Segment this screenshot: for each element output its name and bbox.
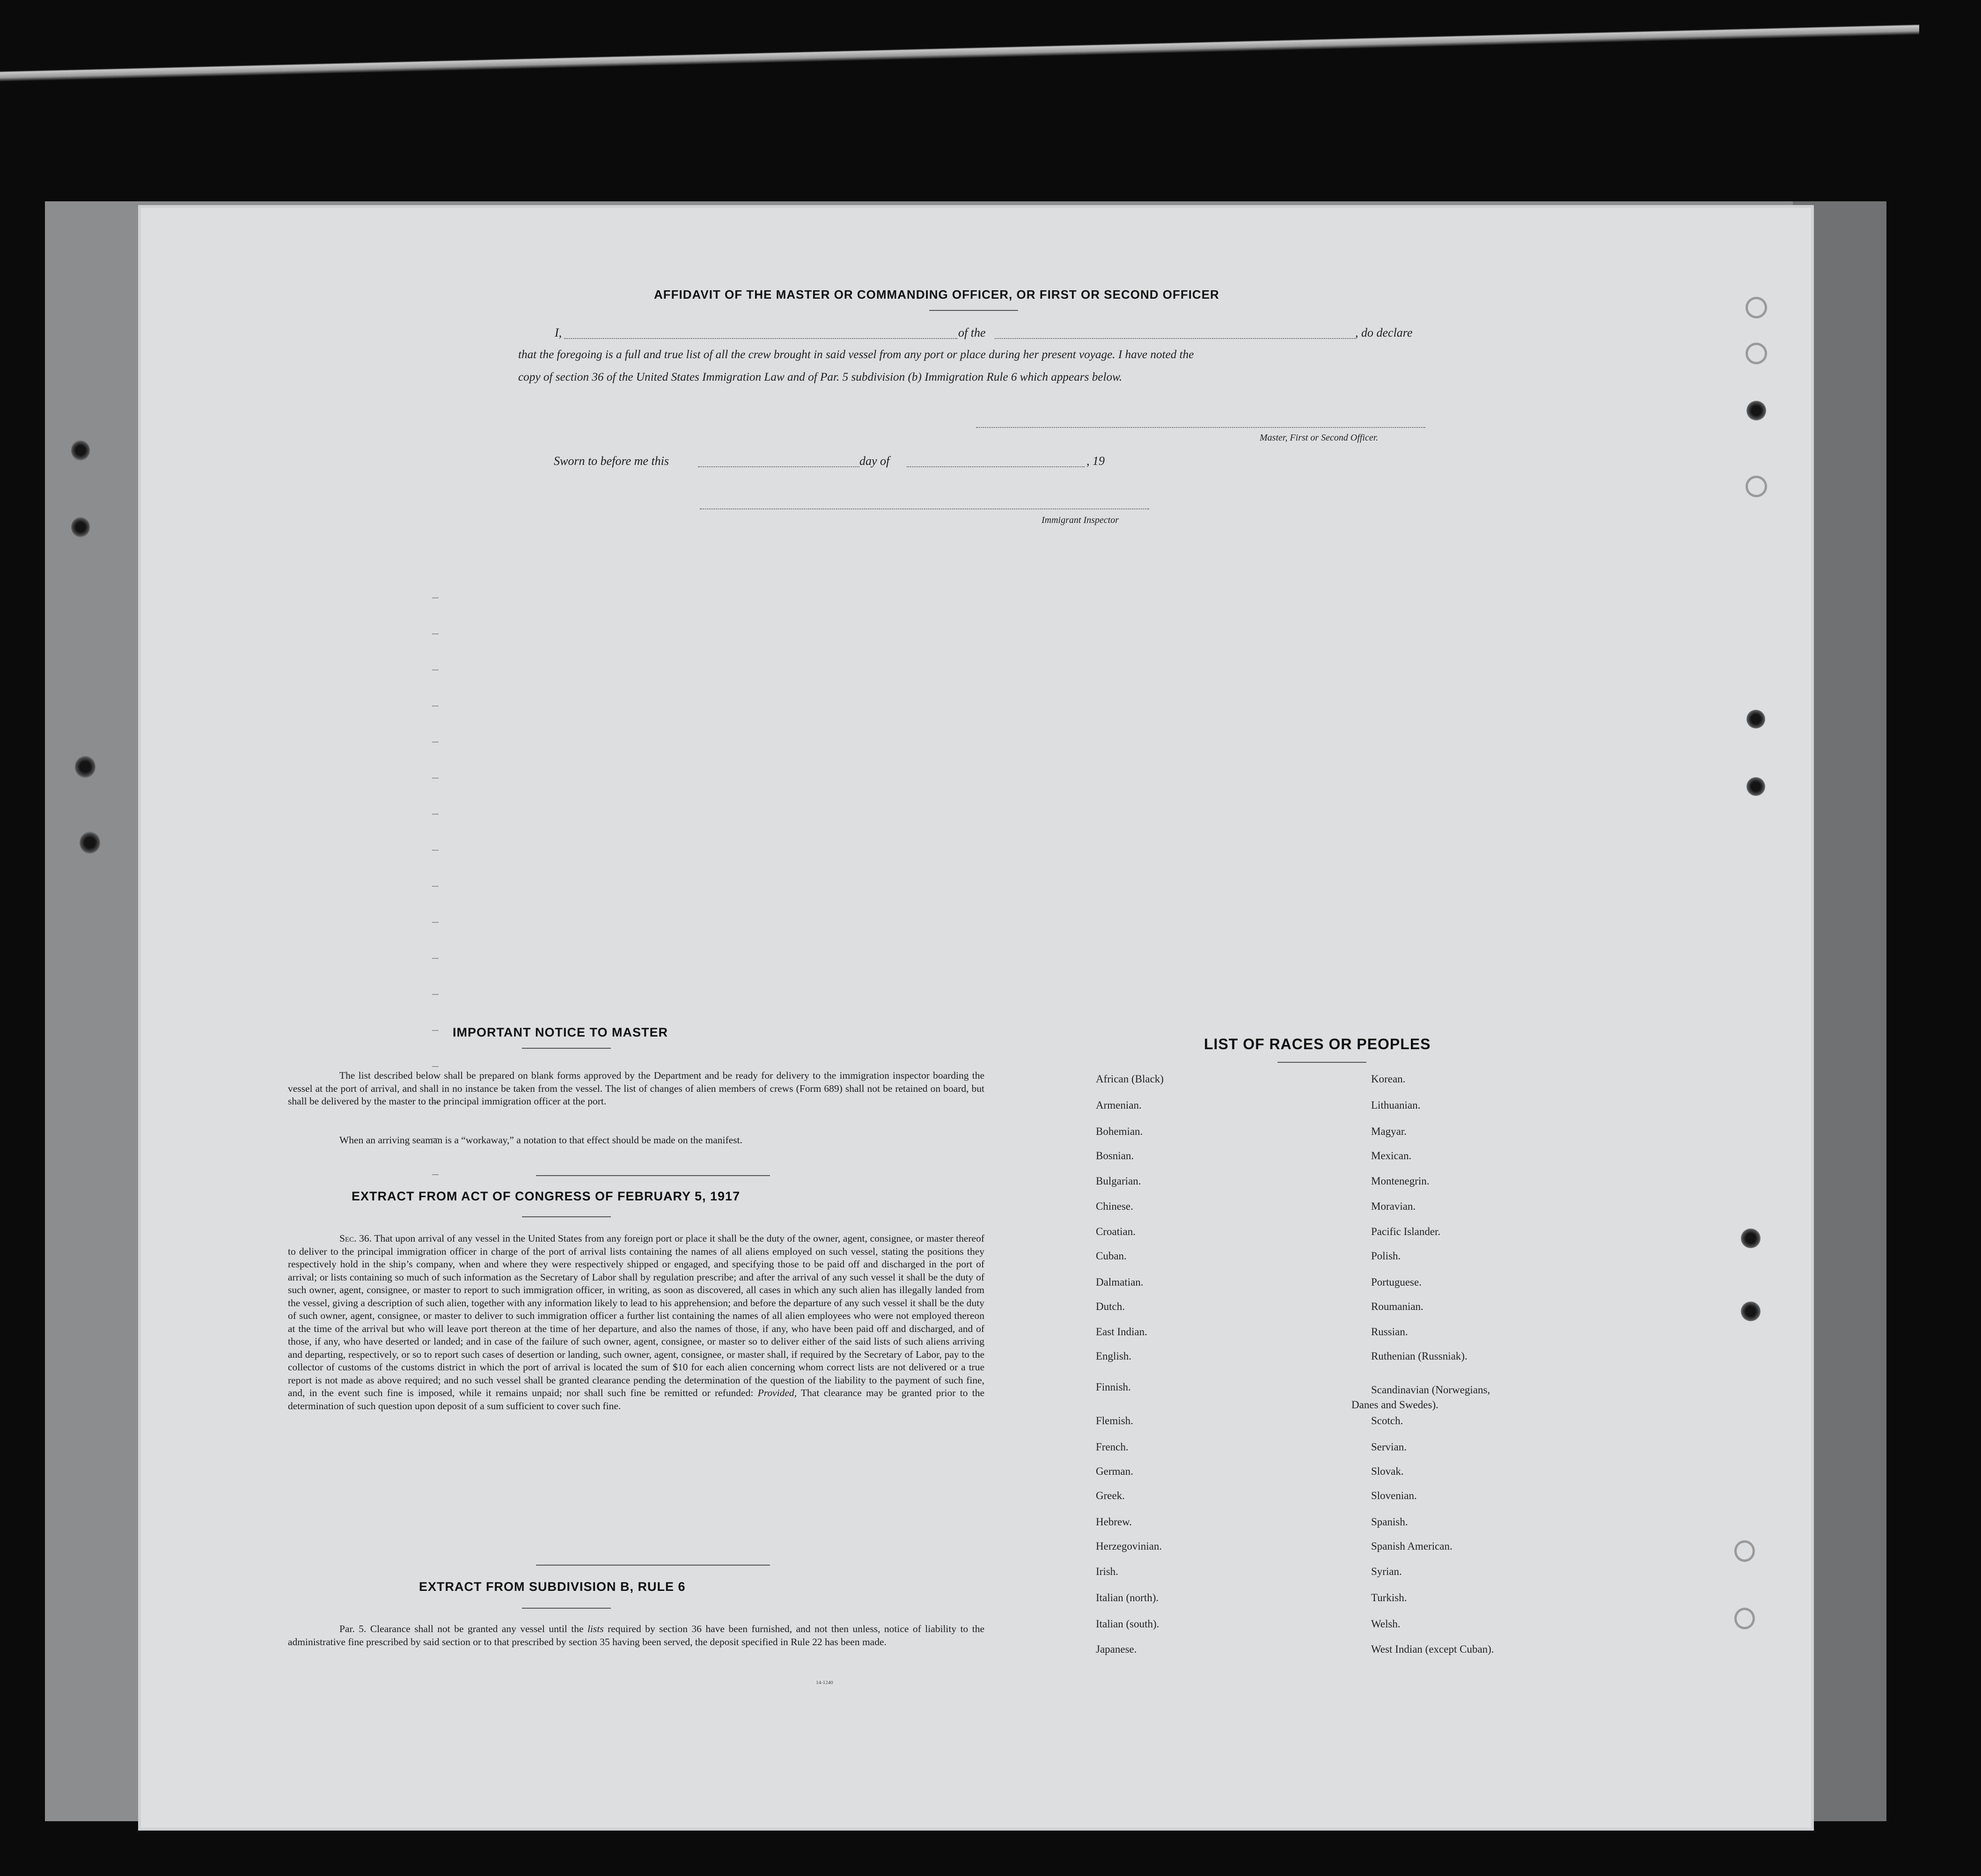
race-item: Herzegovinian.: [1096, 1540, 1162, 1552]
sworn-day-label: day of: [859, 454, 890, 468]
declare-label: , do declare: [1355, 326, 1413, 339]
sworn-month-field[interactable]: [907, 466, 1085, 467]
form-page: [138, 205, 1814, 1831]
race-item: English.: [1096, 1350, 1132, 1362]
sworn-year-label: , 19: [1086, 454, 1105, 468]
margin-mark: [432, 742, 439, 743]
race-item: Italian (north).: [1096, 1592, 1159, 1604]
section-divider: [536, 1175, 770, 1176]
race-item: Bohemian.: [1096, 1126, 1143, 1137]
race-item: Italian (south).: [1096, 1618, 1159, 1630]
vessel-name-field[interactable]: [995, 338, 1355, 339]
races-title: LIST OF RACES OR PEOPLES: [1204, 1036, 1431, 1052]
race-item: Mexican.: [1371, 1150, 1412, 1162]
race-item: Chinese.: [1096, 1200, 1133, 1212]
margin-mark: [432, 958, 439, 959]
race-item: Croatian.: [1096, 1226, 1136, 1237]
race-item: Welsh.: [1371, 1618, 1401, 1630]
punch-hole-icon: [1746, 401, 1766, 420]
act-underline: [522, 1216, 611, 1217]
margin-mark: [432, 597, 439, 598]
race-item: Magyar.: [1371, 1126, 1407, 1137]
margin-mark: [432, 850, 439, 851]
punch-hole-icon: [71, 440, 90, 461]
rule6-title: EXTRACT FROM SUBDIVISION B, RULE 6: [419, 1580, 686, 1594]
punch-hole-icon: [1746, 297, 1767, 318]
race-item: Scandinavian (Norwegians,: [1371, 1384, 1490, 1396]
punch-hole-icon: [1746, 343, 1767, 364]
race-item: Spanish.: [1371, 1516, 1408, 1528]
section-divider: [536, 1565, 770, 1566]
punch-hole-icon: [1734, 1608, 1755, 1629]
race-item: Greek.: [1096, 1490, 1125, 1501]
punch-hole-icon: [71, 517, 90, 537]
race-item: Slovak.: [1371, 1465, 1404, 1477]
margin-mark: [432, 633, 439, 634]
affidavit-statement-line2: that the foregoing is a full and true list of all the crew brought in said vessel from any port or place during her present voyage. I have noted the: [518, 348, 1194, 361]
punch-hole-icon: [1746, 476, 1767, 497]
margin-mark: [432, 1066, 439, 1067]
affidavit-title: AFFIDAVIT OF THE MASTER OR COMMANDING OFFICER, OR FIRST OR SECOND OFFICER: [654, 287, 1219, 302]
declarant-name-field[interactable]: [564, 338, 957, 339]
race-item: Finnish.: [1096, 1381, 1131, 1393]
punch-hole-icon: [1741, 1302, 1761, 1321]
race-item: East Indian.: [1096, 1326, 1147, 1338]
top-paper-scrap: [0, 8, 1919, 93]
race-item: Lithuanian.: [1371, 1099, 1421, 1111]
race-item: Roumanian.: [1371, 1301, 1423, 1312]
race-item: Russian.: [1371, 1326, 1408, 1338]
margin-mark: [432, 1174, 439, 1175]
race-item: Bosnian.: [1096, 1150, 1134, 1162]
race-item: Pacific Islander.: [1371, 1226, 1441, 1237]
affidavit-statement-line3: copy of section 36 of the United States Immigration Law and of Par. 5 subdivision (b) Immigration Rule 6 which appears below.: [518, 371, 1123, 383]
margin-mark: [432, 886, 439, 887]
race-item: Cuban.: [1096, 1250, 1127, 1262]
margin-mark: [432, 814, 439, 815]
race-item: Ruthenian (Russniak).: [1371, 1350, 1467, 1362]
notice-underline: [522, 1048, 611, 1049]
rule6-text: Par. 5. Clearance shall not be granted any vessel until the lists required by section 36 have been furnished, and not then unless, notice of liability to the administrative fine prescribed by said section or to that prescribed by section 35 having been served, the deposit specified in Rule 22 has been made.: [288, 1623, 985, 1648]
act-section-label: Sec. 36.: [339, 1233, 372, 1244]
race-item: Dutch.: [1096, 1301, 1125, 1312]
punch-hole-icon: [75, 756, 95, 778]
race-item: Moravian.: [1371, 1200, 1416, 1212]
punch-hole-icon: [1741, 1229, 1761, 1248]
form-number: 14-1240: [816, 1680, 833, 1685]
race-item: Flemish.: [1096, 1415, 1133, 1427]
declarant-label: I,: [555, 326, 562, 339]
race-item: Servian.: [1371, 1441, 1407, 1453]
punch-hole-icon: [1746, 777, 1765, 796]
margin-mark: [432, 778, 439, 779]
punch-hole-icon: [1746, 710, 1765, 728]
race-item: Slovenian.: [1371, 1490, 1417, 1501]
act-title: EXTRACT FROM ACT OF CONGRESS OF FEBRUARY 5, 1917: [352, 1189, 741, 1203]
race-item: Turkish.: [1371, 1592, 1407, 1604]
race-item: French.: [1096, 1441, 1129, 1453]
notice-paragraph-1: The list described below shall be prepared on blank forms approved by the Department and be ready for delivery to the immigration inspector boarding the vessel at the port of arrival, and shall in no instance be taken from the vessel. The list of changes of alien members of crews (Form 689) shall not be retained on board, but shall be delivered by the master to the principal immigration officer at the port.: [288, 1070, 984, 1107]
race-item: Polish.: [1371, 1250, 1401, 1262]
rule6-underline: [522, 1608, 611, 1609]
notice-title: IMPORTANT NOTICE TO MASTER: [453, 1025, 668, 1039]
race-item: Spanish American.: [1371, 1540, 1453, 1552]
race-item: Dalmatian.: [1096, 1276, 1144, 1288]
margin-mark: [432, 994, 439, 995]
inspector-signature-field[interactable]: [700, 508, 1149, 509]
inspector-caption: Immigrant Inspector: [1042, 515, 1119, 525]
race-item: Danes and Swedes).: [1351, 1399, 1438, 1411]
margin-mark: [432, 1030, 439, 1031]
race-item: African (Black): [1096, 1073, 1164, 1085]
race-item: West Indian (except Cuban).: [1371, 1643, 1494, 1655]
officer-signature-field[interactable]: [976, 427, 1425, 428]
race-item: Korean.: [1371, 1073, 1406, 1085]
race-item: Japanese.: [1096, 1643, 1137, 1655]
race-item: Armenian.: [1096, 1099, 1142, 1111]
races-underline: [1277, 1062, 1366, 1063]
race-item: Portuguese.: [1371, 1276, 1422, 1288]
act-section-36-text: Sec. 36. That upon arrival of any vessel in the United States from any foreign port or place it shall be the duty of the owner, agent, consignee, or master thereof to deliver to the principal immigration officer in charge of the port of arrival lists containing the names of all aliens employed on such vessel, stating the positions they respectively hold in the ship’s company, when and where they were respectively shipped or engaged, and specifying those to be paid off and discharged in the port of arrival; or lists containing so much of such information as the Secretary of Labor shall by regulation prescribe; and after the arrival of any such vessel it shall be the duty of such owner, agent, consignee, or master to report to such immigration officer, in writing, as soon as discovered, all cases in which any such alien has illegally landed from the vessel, giving a description of such alien, together with any information likely to lead to his apprehension; and before the departure of any such vessel it shall be the duty of such owner, agent, consignee, or master to deliver to such immigration officer a further list containing the names of all alien employees who were not employed thereon at the time of the arrival but who will leave port thereon at the time of her departure, and also the names of those, if any, who have been paid off and discharged, and of those, if any, who have deserted or landed; and in case of the failure of such owner, agent, consignee, or master so to deliver either of the said lists of such aliens arriving and departing, respectively, or so to report such cases of desertion or landing, such owner, agent, consignee, or master shall, if required by the Secretary of Labor, pay to the collector of customs of the customs district in which the port of arrival is located the sum of $10 for each alien concerning whom correct lists are not delivered or a true report is not made as above required; and no such vessel shall be granted clearance pending the determination of the question of the liability to the payment of such fine, and, in the event such fine is imposed, while it remains unpaid; nor shall such fine be remitted or refunded: Provided, That clearance may be granted prior to the determination of such question upon deposit of a sum sufficient to cover such fine.: [288, 1233, 985, 1412]
race-item: German.: [1096, 1465, 1133, 1477]
sworn-label: Sworn to before me this: [554, 454, 669, 468]
race-item: Hebrew.: [1096, 1516, 1132, 1528]
race-item: Bulgarian.: [1096, 1175, 1141, 1187]
race-item: Irish.: [1096, 1566, 1118, 1577]
officer-signature-caption: Master, First or Second Officer.: [1260, 433, 1379, 443]
margin-mark: [432, 669, 439, 670]
margin-mark: [432, 922, 439, 923]
race-item: Syrian.: [1371, 1566, 1402, 1577]
title-underline: [929, 310, 1018, 311]
race-item: Montenegrin.: [1371, 1175, 1430, 1187]
punch-hole-icon: [80, 831, 100, 854]
race-item: Scotch.: [1371, 1415, 1403, 1427]
punch-hole-icon: [1734, 1540, 1755, 1562]
vessel-of-label: of the: [958, 326, 986, 339]
sworn-date-field[interactable]: [698, 466, 859, 467]
notice-paragraph-2: When an arriving seaman is a “workaway,” a notation to that effect should be made on the manifest.: [339, 1134, 742, 1146]
